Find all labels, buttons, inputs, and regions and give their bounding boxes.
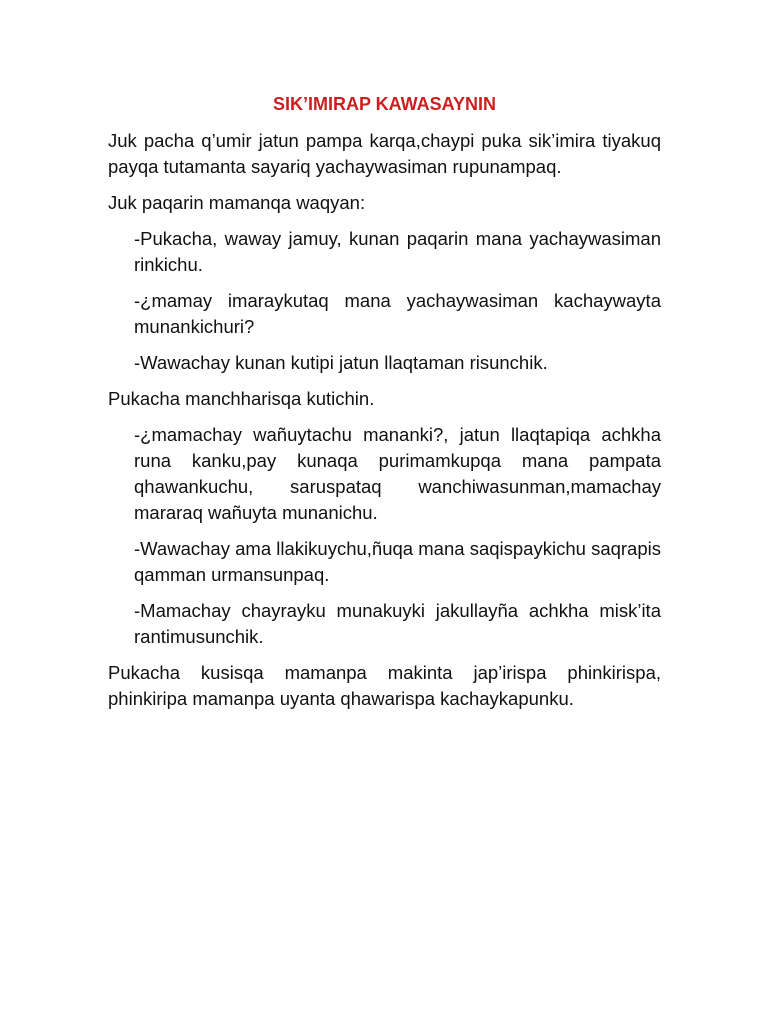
paragraph-ending: Pukacha kusisqa mamanpa makinta jap’irispa phinkirispa, phinkiripa mamanpa uyanta qhawarispa kachaykapunku. xyxy=(108,662,661,709)
dialogue-line-3: -Wawachay kunan kutipi jatun llaqtaman risunchik. xyxy=(134,352,548,373)
paragraph-pukacha-answers: Pukacha manchharisqa kutichin. xyxy=(108,388,375,409)
paragraph-intro: Juk pacha q’umir jatun pampa karqa,chaypi puka sik’imira tiyakuq payqa tutamanta sayariq yachaywasiman rupunampaq. xyxy=(108,130,661,177)
dialogue-line-6: -Mamachay chayrayku munakuyki jakullayña achkha misk’ita rantimusunchik. xyxy=(134,600,661,647)
dialogue-line-5: -Wawachay ama llakikuychu,ñuqa mana saqispaykichu saqrapis qamman urmansunpaq. xyxy=(134,538,661,585)
paragraph-mother-calls: Juk paqarin mamanqa waqyan: xyxy=(108,192,366,213)
dialogue-line-2: -¿mamay imaraykutaq mana yachaywasiman kachaywayta munankichuri? xyxy=(134,290,661,337)
dialogue-line-1: -Pukacha, waway jamuy, kunan paqarin mana yachaywasiman rinkichu. xyxy=(134,228,661,275)
document-page xyxy=(108,92,661,722)
document-title: SIK’IMIRAP KAWASAYNIN xyxy=(272,94,497,114)
dialogue-line-4: -¿mamachay wañuytachu mananki?, jatun llaqtapiqa achkha runa kanku,pay kunaqa purimamkupqa mana pampata qhawankuchu, saruspataq wanchiwasunman,mamachay mararaq wañuyta munanichu. xyxy=(134,424,661,523)
